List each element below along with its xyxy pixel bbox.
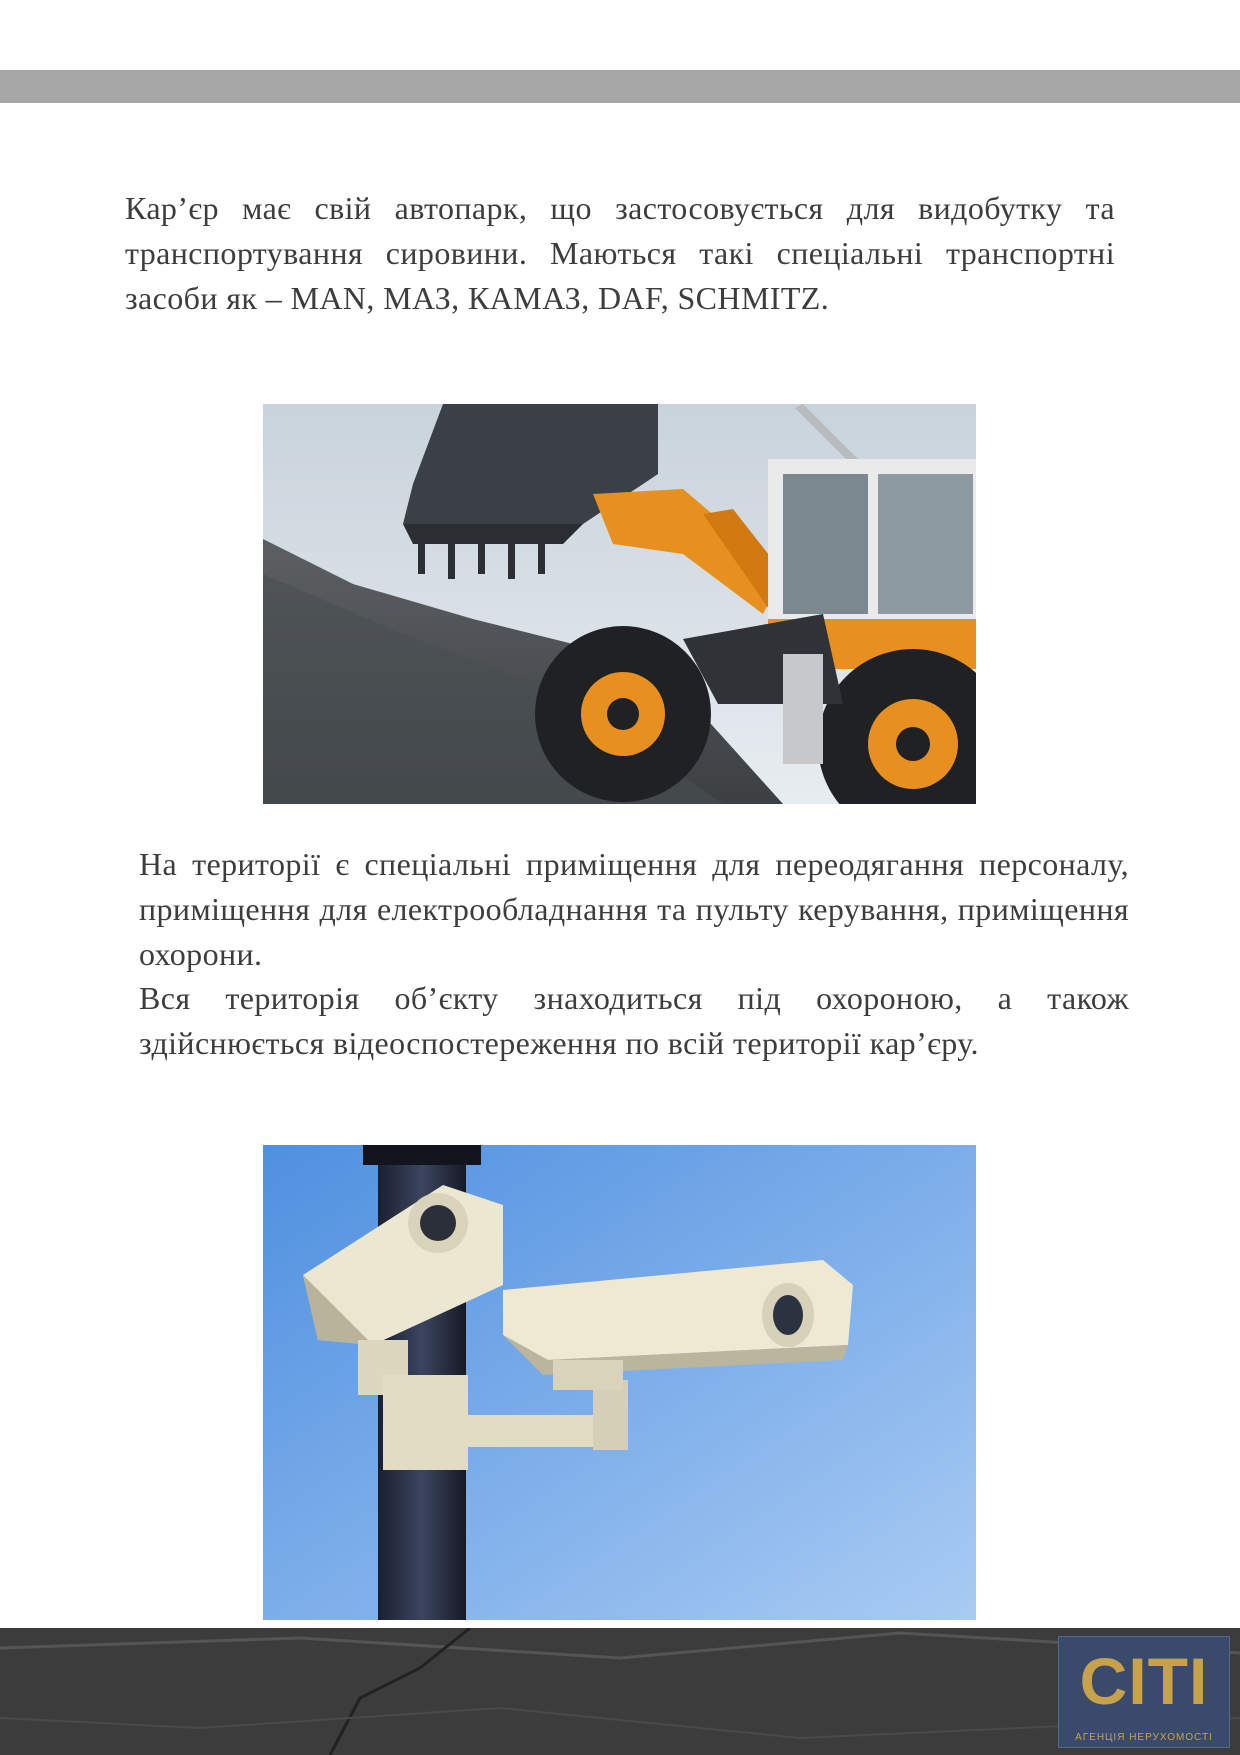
logo-mark: CITI [1079,1644,1209,1718]
security-paragraph: Вся територія об’єкту знаходиться під охороною, а також здійснюється відеоспостереження по всій території кар’єру. [139,980,1129,1061]
header-band [0,70,1240,103]
wheel-loader-photo [263,404,976,804]
citi-logo [1058,1636,1230,1748]
fleet-paragraph: Кар’єр має свій автопарк, що застосовується для видобутку та транспортування сировини. Маються такі спеціальні транспортні засоби як – MAN, МАЗ, КАМАЗ, DAF, SCHMITZ. [125,190,1115,316]
logo-subtitle: АГЕНЦІЯ НЕРУХОМОСТІ [1075,1732,1213,1743]
cctv-cameras-photo [263,1145,976,1620]
footer-band [0,1628,1240,1755]
premises-paragraph: На території є спеціальні приміщення для переодягання персоналу, приміщення для електрообладнання та пульту керування, приміщення охорони. [139,846,1129,972]
